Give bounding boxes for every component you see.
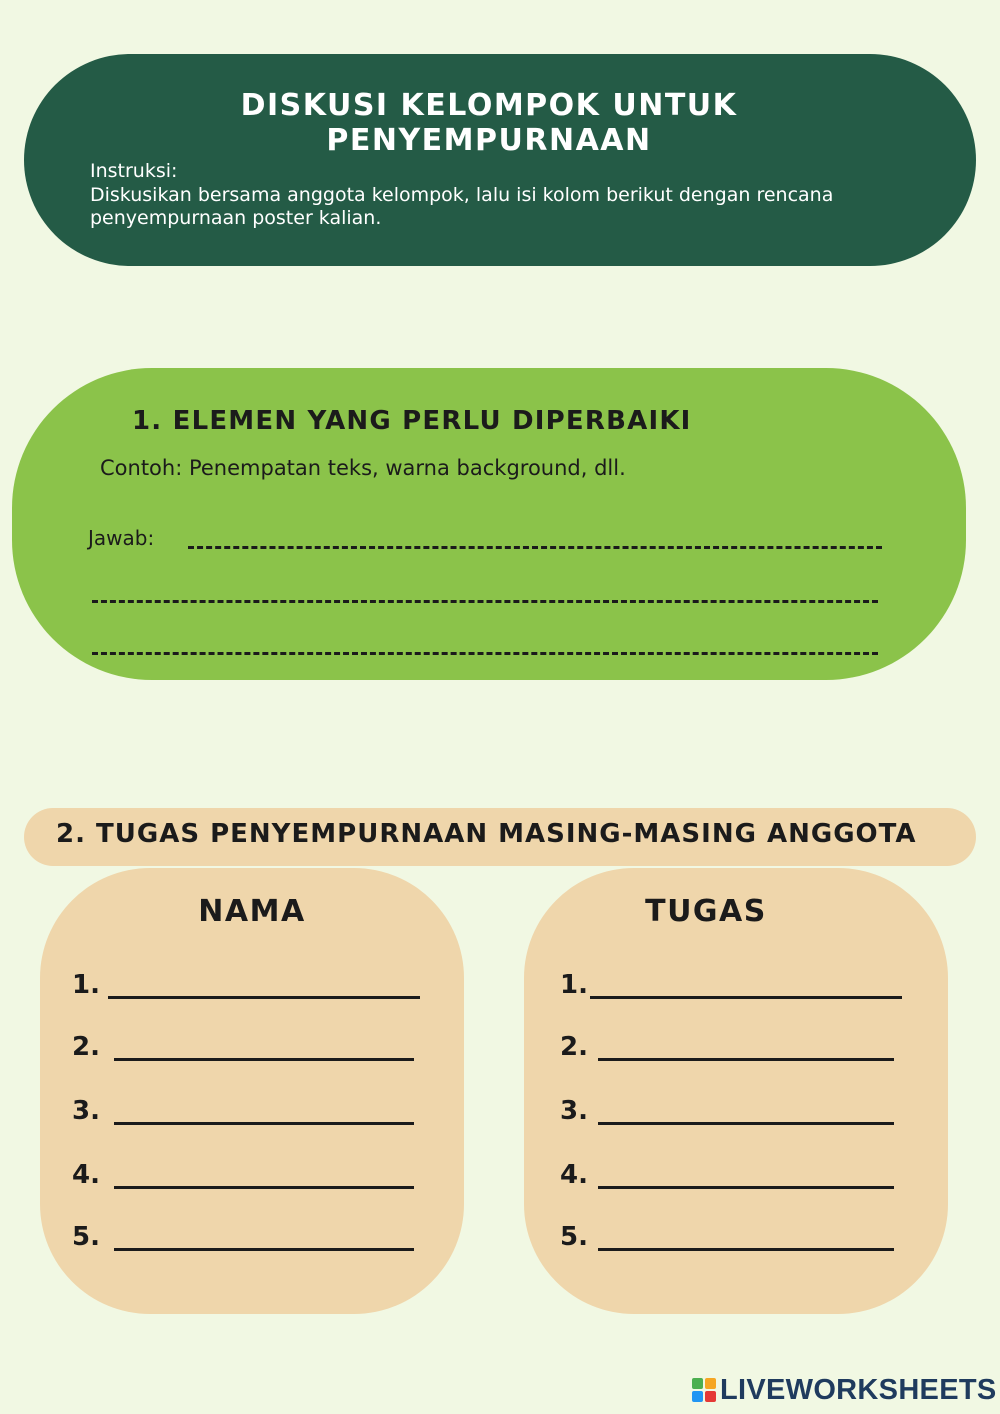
nama-blank-4[interactable] — [114, 1186, 414, 1189]
tugas-row — [560, 970, 594, 1000]
row-number: 2. — [560, 1032, 588, 1062]
nama-row — [72, 970, 106, 1000]
row-number: 3. — [72, 1096, 100, 1126]
logo-square — [705, 1378, 716, 1389]
tugas-heading: TUGAS — [645, 894, 767, 929]
liveworksheets-logo[interactable] — [692, 1374, 997, 1406]
logo-square — [692, 1391, 703, 1402]
tugas-row — [560, 1160, 594, 1190]
section1-title: 1. ELEMEN YANG PERLU DIPERBAIKI — [132, 406, 692, 436]
logo-square — [705, 1391, 716, 1402]
logo-text: LIVEWORKSHEETS — [720, 1373, 997, 1406]
nama-row — [72, 1096, 106, 1126]
instruction-label: Instruksi: — [90, 160, 178, 182]
nama-blank-2[interactable] — [114, 1058, 414, 1061]
nama-row — [72, 1160, 106, 1190]
tugas-row — [560, 1096, 594, 1126]
instruction-text: Diskusikan bersama anggota kelompok, lalu isi kolom berikut dengan rencana penyempurnaan poster kalian. — [90, 184, 834, 229]
answer-line-3[interactable] — [92, 652, 878, 655]
section-elements-to-fix — [12, 368, 966, 680]
row-number: 3. — [560, 1096, 588, 1126]
tugas-blank-1[interactable] — [590, 996, 902, 999]
tugas-blank-4[interactable] — [598, 1186, 894, 1189]
row-number: 2. — [72, 1032, 100, 1062]
row-number: 1. — [72, 970, 100, 1000]
section2-header — [24, 808, 976, 866]
row-number: 1. — [560, 970, 588, 1000]
tugas-column — [524, 868, 948, 1314]
nama-blank-1[interactable] — [108, 996, 420, 999]
section1-example: Contoh: Penempatan teks, warna background, dll. — [100, 456, 626, 480]
row-number: 5. — [72, 1222, 100, 1252]
logo-square — [692, 1378, 703, 1389]
tugas-row — [560, 1222, 594, 1252]
nama-blank-5[interactable] — [114, 1248, 414, 1251]
nama-column — [40, 868, 464, 1314]
answer-label: Jawab: — [88, 526, 155, 550]
tugas-blank-5[interactable] — [598, 1248, 894, 1251]
logo-icon — [692, 1378, 716, 1402]
nama-heading: NAMA — [198, 894, 306, 929]
row-number: 5. — [560, 1222, 588, 1252]
tugas-blank-3[interactable] — [598, 1122, 894, 1125]
section2-title: 2. TUGAS PENYEMPURNAAN MASING-MASING ANGGOTA — [56, 819, 917, 849]
tugas-blank-2[interactable] — [598, 1058, 894, 1061]
answer-line-1[interactable] — [188, 546, 882, 549]
row-number: 4. — [560, 1160, 588, 1190]
row-number: 4. — [72, 1160, 100, 1190]
nama-row — [72, 1222, 106, 1252]
nama-blank-3[interactable] — [114, 1122, 414, 1125]
answer-line-2[interactable] — [92, 600, 878, 603]
tugas-row — [560, 1032, 594, 1062]
nama-row — [72, 1032, 106, 1062]
header-banner — [24, 54, 976, 266]
page-title: DISKUSI KELOMPOK UNTUK PENYEMPURNAAN — [240, 88, 738, 158]
